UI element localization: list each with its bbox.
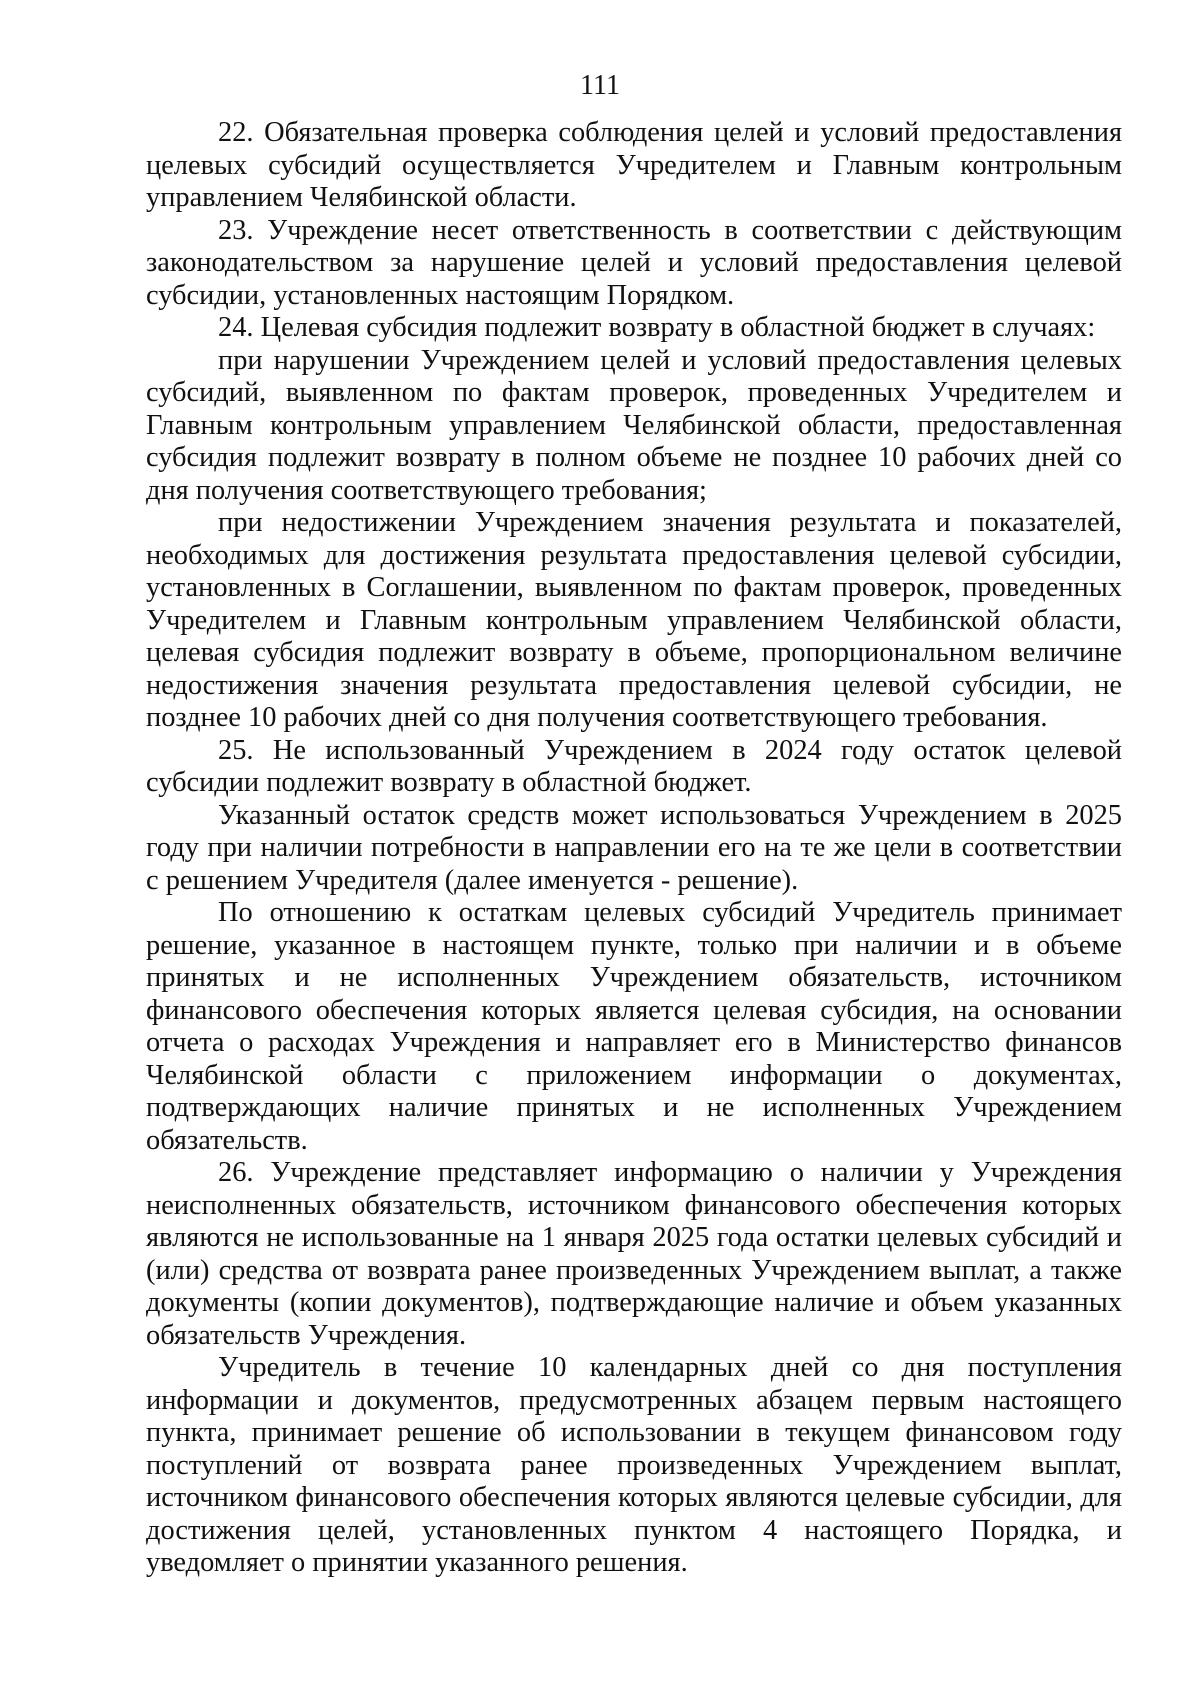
- paragraph-25-remainder-use: Указанный остаток средств может использоваться Учреждением в 2025 году при наличии потребности в направлении его на те же цели в соответствии с решением Учредителя (далее именуется - решение).: [146, 799, 1122, 896]
- paragraph-24-case-violation: при нарушении Учреждением целей и условий предоставления целевых субсидий, выявленном по фактам проверок, проведенных Учредителем и Главным контрольным управлением Челябинской области, предоставленная субсидия подлежит возврату в полном объеме не позднее 10 рабочих дней со дня получения соответствующего требования;: [146, 344, 1122, 506]
- document-body: [146, 117, 1122, 1580]
- paragraph-24: 24. Целевая субсидия подлежит возврату в областной бюджет в случаях:: [218, 312, 1096, 343]
- paragraph-23: 23. Учреждение несет ответственность в соответствии с действующим законодательством за нарушение целей и условий предоставления целевой субсидии, установленных настоящим Порядком.: [146, 214, 1122, 311]
- paragraph-24-case-non-achievement: при недостижении Учреждением значения результата и показателей, необходимых для достижения результата предоставления целевой субсидии, установленных в Соглашении, выявленном по фактам проверок, проведенных Учредителем и Главным контрольным управлением Челябинской области, целевая субсидия подлежит возврату в объеме, пропорциональном величине недостижения значения результата предоставления целевой субсидии, не позднее 10 рабочих дней со дня получения соответствующего требования.: [146, 507, 1122, 733]
- paragraph-26: 26. Учреждение представляет информацию о наличии у Учреждения неисполненных обязательств, источником финансового обеспечения которых являются не использованные на 1 января 2025 года остатки целевых субсидий и (или) средства от возврата ранее произведенных Учреждением выплат, а также документы (копии документов), подтверждающие наличие и объем указанных обязательств Учреждения.: [146, 1157, 1122, 1351]
- paragraph-22: 22. Обязательная проверка соблюдения целей и условий предоставления целевых субсидий осуществляется Учредителем и Главным контрольным управлением Челябинской области.: [146, 117, 1122, 213]
- page-number: 111: [580, 70, 620, 101]
- paragraph-25-decision: По отношению к остаткам целевых субсидий Учредитель принимает решение, указанное в настоящем пункте, только при наличии и в объеме принятых и не исполненных Учреждением обязательств, источником финансового обеспечения которых является целевая субсидия, на основании отчета о расходах Учреждения и направляет его в Министерство финансов Челябинской области с приложением информации о документах, подтверждающих наличие принятых и не исполненных Учреждением обязательств.: [146, 897, 1122, 1156]
- paragraph-26-founder-decision: Учредитель в течение 10 календарных дней со дня поступления информации и документов, предусмотренных абзацем первым настоящего пункта, принимает решение об использовании в текущем финансовом году поступлений от возврата ранее произведенных Учреждением выплат, источником финансового обеспечения которых являются целевые субсидии, для достижения целей, установленных пунктом 4 настоящего Порядка, и уведомляет о принятии указанного решения.: [146, 1352, 1122, 1578]
- paragraph-25: 25. Не использованный Учреждением в 2024 году остаток целевой субсидии подлежит возврату в областной бюджет.: [146, 734, 1122, 798]
